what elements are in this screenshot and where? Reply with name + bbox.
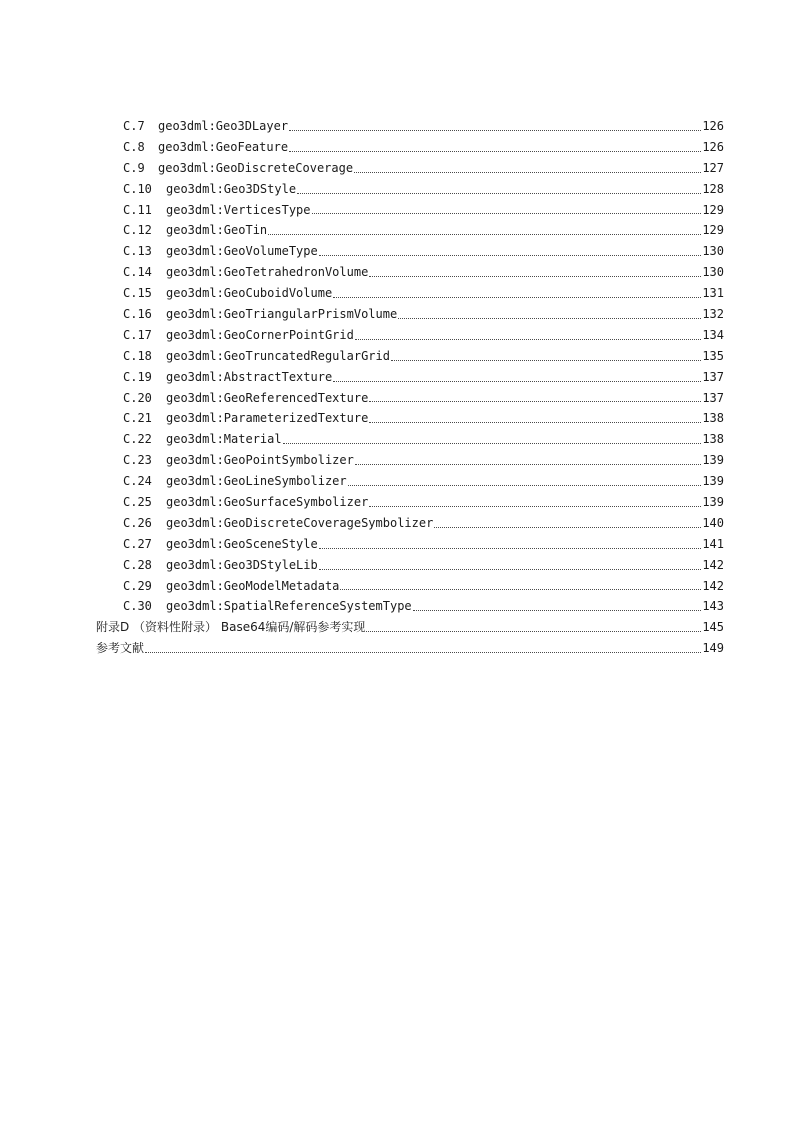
toc-entry-number: C.17 <box>123 327 152 342</box>
toc-entry-page: 139 <box>702 474 724 489</box>
toc-dot-leader <box>434 526 701 528</box>
toc-dot-leader <box>289 150 701 152</box>
toc-entry-page: 129 <box>702 202 724 217</box>
toc-entry-number: C.20 <box>123 390 152 405</box>
toc-entry-title: geo3dml:GeoSurfaceSymbolizer <box>166 495 369 510</box>
toc-entry-number: C.28 <box>123 557 152 572</box>
toc-entry-title: geo3dml:GeoTin <box>166 223 268 238</box>
toc-entry-page: 130 <box>702 244 724 259</box>
toc-entry-number: C.8 <box>123 139 145 154</box>
toc-entry[interactable] <box>0 137 800 158</box>
toc-entry[interactable] <box>0 408 800 429</box>
toc-dot-leader <box>348 484 701 486</box>
toc-entry-title: geo3dml:GeoTriangularPrismVolume <box>166 307 398 322</box>
toc-entry-number: C.30 <box>123 599 152 614</box>
toc-entry[interactable] <box>0 450 800 471</box>
toc-entry-title: geo3dml:GeoLineSymbolizer <box>166 474 347 489</box>
toc-entry[interactable] <box>0 576 800 597</box>
toc-entry-page: 137 <box>702 390 724 405</box>
toc-entry-title: geo3dml:GeoVolumeType <box>166 244 318 259</box>
toc-dot-leader <box>268 233 701 235</box>
toc-entry-title: geo3dml:GeoFeature <box>158 139 289 154</box>
toc-entry[interactable] <box>0 534 800 555</box>
toc-entry-number: C.7 <box>123 119 145 133</box>
toc-dot-leader <box>413 609 701 611</box>
toc-dot-leader <box>289 129 701 131</box>
toc-entry-title: geo3dml:GeoTetrahedronVolume <box>166 265 369 280</box>
toc-entry-page: 142 <box>702 578 724 593</box>
toc-dot-leader <box>319 568 701 570</box>
toc-entry-number: C.29 <box>123 578 152 593</box>
toc-entry-title: geo3dml:GeoPointSymbolizer <box>166 453 354 468</box>
toc-entry-page: 141 <box>702 536 724 551</box>
toc-entry-page: 140 <box>702 515 724 530</box>
toc-dot-leader <box>340 588 701 590</box>
toc-dot-leader <box>319 547 701 549</box>
toc-entry-number: C.21 <box>123 411 152 426</box>
toc-entry-number: C.26 <box>123 515 152 530</box>
toc-entry-page: 129 <box>702 223 724 238</box>
toc-entry-page: 134 <box>702 327 724 342</box>
toc-entry-number: C.22 <box>123 432 152 447</box>
toc-entry-title: geo3dml:ParameterizedTexture <box>166 411 369 426</box>
toc-entry-page: 126 <box>702 119 724 133</box>
toc-entry-number: C.10 <box>123 181 152 196</box>
toc-entry-title: geo3dml:GeoDiscreteCoverage <box>158 160 354 175</box>
toc-dot-leader <box>319 254 701 256</box>
toc-entry-title: geo3dml:GeoReferencedTexture <box>166 390 369 405</box>
toc-entry[interactable] <box>0 325 800 346</box>
toc-entry-page: 128 <box>702 181 724 196</box>
toc-entry-page: 149 <box>702 641 724 656</box>
toc-entry-page: 145 <box>702 620 724 635</box>
toc-entry-number: C.14 <box>123 265 152 280</box>
toc-entry-number: C.11 <box>123 202 152 217</box>
toc-entry-page: 132 <box>702 307 724 322</box>
toc-entry-page: 139 <box>702 453 724 468</box>
toc-dot-leader <box>369 421 701 423</box>
toc-entry-title: geo3dml:SpatialReferenceSystemType <box>166 599 412 614</box>
toc-entry-title: geo3dml:Geo3DLayer <box>158 119 289 133</box>
toc-entry[interactable] <box>0 179 800 200</box>
toc-entry-title: 附录D （资料性附录） Base64编码/解码参考实现 <box>96 620 366 635</box>
toc-entry[interactable] <box>0 304 800 325</box>
toc-dot-leader <box>355 338 701 340</box>
toc-entry-number: C.19 <box>123 369 152 384</box>
toc-entry-page: 131 <box>702 286 724 301</box>
toc-entry[interactable] <box>0 492 800 513</box>
toc-entry-title: geo3dml:Geo3DStyle <box>166 181 297 196</box>
toc-dot-leader <box>391 359 701 361</box>
toc-entry[interactable] <box>0 388 800 409</box>
toc-entry[interactable] <box>0 596 800 617</box>
toc-dot-leader <box>297 192 701 194</box>
toc-dot-leader <box>354 171 701 173</box>
toc-entry[interactable] <box>0 555 800 576</box>
toc-dot-leader <box>398 317 701 319</box>
toc-entry[interactable] <box>0 116 800 137</box>
table-of-contents <box>0 116 800 659</box>
toc-entry-page: 135 <box>702 348 724 363</box>
toc-entry-number: C.23 <box>123 453 152 468</box>
toc-entry-title: geo3dml:VerticesType <box>166 202 311 217</box>
toc-entry-title: geo3dml:GeoCuboidVolume <box>166 286 333 301</box>
toc-entry-page: 142 <box>702 557 724 572</box>
toc-dot-leader <box>333 296 701 298</box>
toc-entry[interactable] <box>0 283 800 304</box>
toc-entry-title: geo3dml:GeoDiscreteCoverageSymbolizer <box>166 515 434 530</box>
toc-entry-number: C.12 <box>123 223 152 238</box>
toc-entry-number: C.24 <box>123 474 152 489</box>
toc-entry-number: C.16 <box>123 307 152 322</box>
toc-entry-title: 参考文献 <box>96 641 145 656</box>
toc-entry-page: 138 <box>702 432 724 447</box>
toc-entry-page: 137 <box>702 369 724 384</box>
toc-entry-page: 127 <box>702 160 724 175</box>
toc-entry-number: C.18 <box>123 348 152 363</box>
toc-entry-number: C.13 <box>123 244 152 259</box>
toc-entry-number: C.27 <box>123 536 152 551</box>
toc-entry[interactable] <box>0 241 800 262</box>
toc-entry-page: 126 <box>702 139 724 154</box>
toc-entry-title: geo3dml:GeoCornerPointGrid <box>166 327 354 342</box>
toc-dot-leader <box>145 651 701 653</box>
toc-dot-leader <box>366 630 701 632</box>
toc-entry[interactable] <box>0 367 800 388</box>
toc-entry[interactable] <box>0 429 800 450</box>
toc-dot-leader <box>333 380 701 382</box>
toc-entry[interactable] <box>0 262 800 283</box>
toc-dot-leader <box>283 442 701 444</box>
toc-dot-leader <box>312 212 702 214</box>
toc-dot-leader <box>369 505 701 507</box>
toc-dot-leader <box>369 275 701 277</box>
toc-dot-leader <box>369 400 701 402</box>
toc-entry-title: geo3dml:Geo3DStyleLib <box>166 557 318 572</box>
toc-entry-title: geo3dml:GeoModelMetadata <box>166 578 340 593</box>
toc-entry-title: geo3dml:AbstractTexture <box>166 369 333 384</box>
toc-entry-title: geo3dml:GeoTruncatedRegularGrid <box>166 348 390 363</box>
toc-entry[interactable] <box>0 220 800 241</box>
toc-entry[interactable] <box>0 158 800 179</box>
toc-entry-title: geo3dml:Material <box>166 432 282 447</box>
toc-entry-number: C.25 <box>123 495 152 510</box>
toc-dot-leader <box>355 463 701 465</box>
toc-entry-page: 138 <box>702 411 724 426</box>
toc-entry[interactable] <box>0 471 800 492</box>
toc-entry-number: C.15 <box>123 286 152 301</box>
toc-entry[interactable] <box>0 638 800 659</box>
toc-entry-page: 130 <box>702 265 724 280</box>
toc-entry[interactable] <box>0 513 800 534</box>
toc-entry[interactable] <box>0 617 800 638</box>
toc-entry[interactable] <box>0 200 800 221</box>
toc-entry-number: C.9 <box>123 160 145 175</box>
toc-entry-title: geo3dml:GeoSceneStyle <box>166 536 318 551</box>
toc-entry[interactable] <box>0 346 800 367</box>
toc-entry-page: 139 <box>702 495 724 510</box>
toc-entry-page: 143 <box>702 599 724 614</box>
